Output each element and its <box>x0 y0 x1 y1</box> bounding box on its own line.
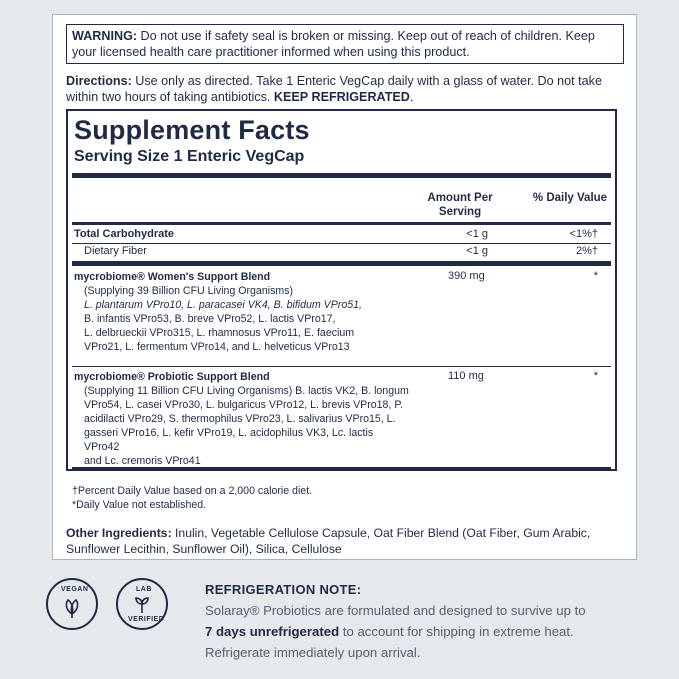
other-ingredients <box>66 525 626 557</box>
directions-text <box>66 73 626 105</box>
note-line-1: Solaray® Probiotics are formulated and designed to survive up to <box>205 603 586 618</box>
blend-divider <box>72 366 611 367</box>
blend-womens-line: B. infantis VPro53, B. breve VPro52, L. lactis VPro17, <box>84 313 336 325</box>
blend-probiotic-name: mycrobiome® Probiotic Support Blend <box>74 371 270 383</box>
directions-label: Directions: <box>66 74 132 88</box>
blend-probiotic-line: gasseri VPro16, L. kefir VPro19, L. acidophilus VK3, Lc. lactis VPro42 <box>84 427 374 453</box>
other-ingredients-label: Other Ingredients: <box>66 526 172 540</box>
supplement-facts-panel <box>66 109 617 471</box>
blend-probiotic-amount: 110 mg <box>448 370 484 382</box>
row-total-carbohydrate-amount: <1 g <box>466 228 488 240</box>
row-dietary-fiber-name: Dietary Fiber <box>84 245 147 257</box>
footnote-percent-dv: †Percent Daily Value based on a 2,000 calorie diet. <box>72 485 313 497</box>
blend-womens-support <box>74 270 404 354</box>
lab-badge-bottom-label: VERIFIED <box>128 616 165 623</box>
row-dietary-fiber-amount: <1 g <box>466 245 488 257</box>
serving-size: Serving Size 1 Enteric VegCap <box>74 148 305 165</box>
blend-probiotic-line: (Supplying 11 Billion CFU Living Organisms) B. lactis VK2, B. longum <box>84 385 409 397</box>
supplement-facts-title: Supplement Facts <box>74 115 310 145</box>
lab-verified-badge <box>116 578 168 630</box>
bottom-rule <box>72 467 611 470</box>
vegan-badge <box>46 578 98 630</box>
thick-rule <box>72 173 611 178</box>
keep-refrigerated: KEEP REFRIGERATED <box>273 90 410 104</box>
lab-badge-top-label: LAB <box>136 586 152 593</box>
blend-womens-line: L. delbrueckii VPro315, L. rhamnosus VPro11, E. faecium <box>84 327 355 339</box>
product-label-panel <box>52 14 637 560</box>
refrigeration-note-title: REFRIGERATION NOTE: <box>205 582 362 597</box>
refrigeration-note-body <box>205 600 625 663</box>
warning-label: WARNING: <box>72 29 138 43</box>
section-rule <box>72 261 611 266</box>
directions-end: . <box>409 90 414 104</box>
blend-probiotic-line: and Lc. cremoris VPro41 <box>84 455 201 467</box>
blend-womens-amount: 390 mg <box>448 270 485 282</box>
warning-text: Do not use if safety seal is broken or missing. Keep out of reach of children. Keep your licensed health care practitioner informed when using this product. <box>72 29 595 59</box>
blend-probiotic-support <box>74 370 409 468</box>
row-total-carbohydrate-name: Total Carbohydrate <box>74 228 175 240</box>
blend-womens-name: mycrobiome® Women's Support Blend <box>74 271 271 283</box>
blend-probiotic-line: acidilacti VPro29, S. thermophilus VPro23, L. salivarius VPro15, L. <box>84 413 396 425</box>
blend-womens-line: VPro21, L. fermentum VPro14, and L. helveticus VPro13 <box>84 341 350 353</box>
other-ingredients-text: Inulin, Vegetable Cellulose Capsule, Oat Fiber Blend (Oat Fiber, Gum Arabic, Sunflower Lecithin, Sunflower Oil), Silica, Cellulose <box>66 526 591 556</box>
blend-womens-line: (Supplying 39 Billion CFU Living Organisms) <box>84 285 294 297</box>
blend-probiotic-line: VPro54, L. casei VPro30, L. bulgaricus VPro12, L. brevis VPro18, P. <box>84 399 403 411</box>
blend-womens-line: L. plantarum VPro10, L. paracasei VK4, B. bifidum VPro51, <box>84 299 362 311</box>
blend-probiotic-dv: * <box>593 370 598 382</box>
row-divider <box>72 243 611 244</box>
vegan-badge-label: VEGAN <box>61 586 89 593</box>
daily-value-header: % Daily Value <box>532 192 608 204</box>
row-total-carbohydrate-dv: <1%† <box>569 228 598 240</box>
directions-body: Use only as directed. Take 1 Enteric VegCap daily with a glass of water. Do not take within two hours of taking antibiotics. <box>66 74 602 104</box>
header-rule <box>72 222 611 225</box>
row-dietary-fiber-dv: 2%† <box>575 245 598 257</box>
warning-box <box>66 24 624 64</box>
note-line-3: Refrigerate immediately upon arrival. <box>205 645 421 660</box>
note-bold: 7 days unrefrigerated <box>205 624 340 639</box>
amount-header: Amount Per Serving <box>427 192 493 218</box>
blend-womens-dv: * <box>593 270 598 282</box>
footnote-dv-not-established: *Daily Value not established. <box>72 499 207 511</box>
note-line-2: to account for shipping in extreme heat. <box>339 624 574 639</box>
